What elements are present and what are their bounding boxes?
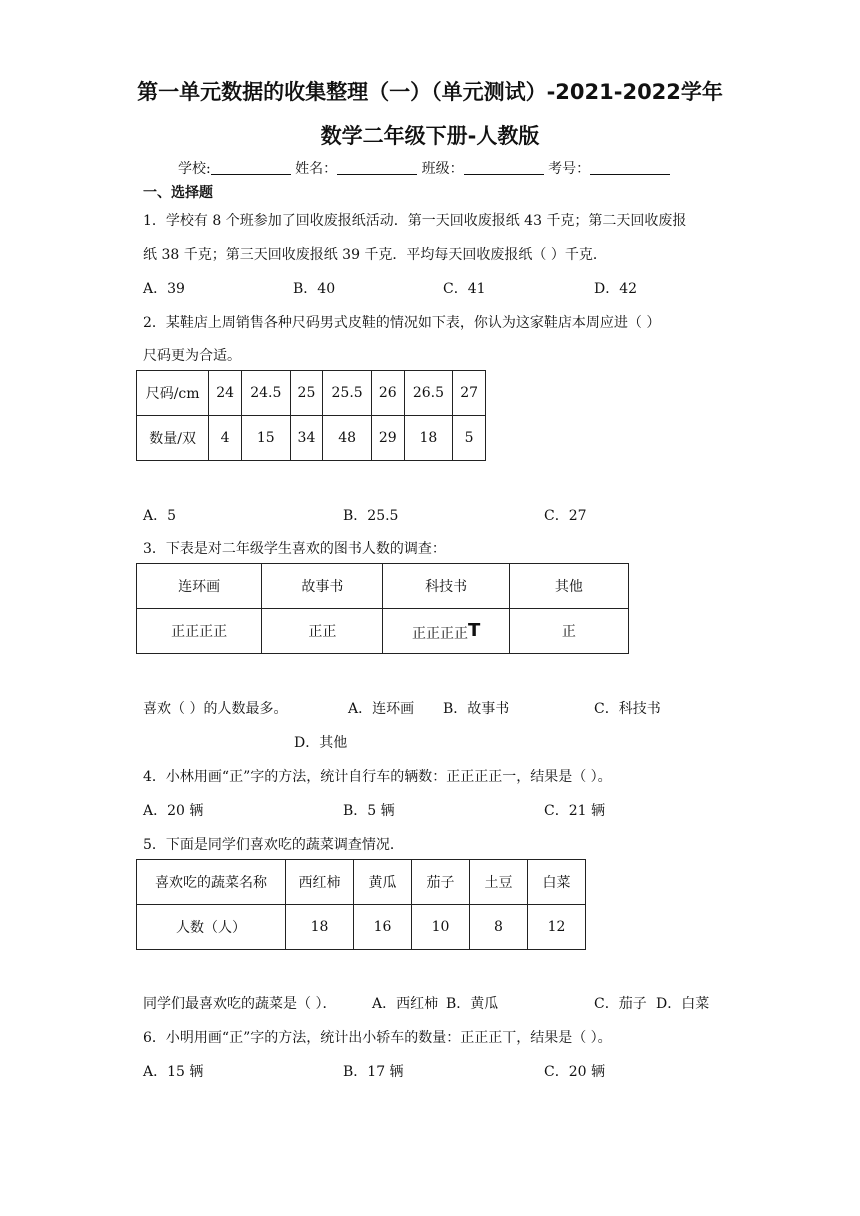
exam-no-blank xyxy=(590,160,670,175)
class-blank xyxy=(464,160,544,175)
table-cell: 科技书 xyxy=(383,564,509,609)
table-cell: 正正正正 xyxy=(137,609,262,654)
student-info xyxy=(178,158,670,178)
q3-option-c: C．科技书 xyxy=(594,701,661,717)
q5-option-a: A．西红柿 xyxy=(372,996,439,1012)
table-cell: 18 xyxy=(404,416,453,461)
tally-extra-mark: T xyxy=(467,619,481,641)
q1-line1: 1．学校有 8 个班参加了回收废报纸活动．第一天回收废报纸 43 千克；第二天回收废报 xyxy=(143,213,687,229)
name-blank xyxy=(337,160,417,175)
q5-option-d: D．白菜 xyxy=(656,996,710,1012)
table-cell: 25.5 xyxy=(323,371,372,416)
shoe-size-table xyxy=(136,370,486,461)
page-title-line1: 第一单元数据的收集整理（一）（单元测试）-2021-2022学年 xyxy=(137,80,723,104)
table-cell: 16 xyxy=(354,905,412,950)
q3-line1: 3．下表是对二年级学生喜欢的图书人数的调查： xyxy=(143,541,446,557)
q6-option-c: C．20 辆 xyxy=(544,1064,605,1080)
q5-option-b: B．黄瓜 xyxy=(446,996,499,1012)
table-cell: 24.5 xyxy=(241,371,290,416)
table-cell: 其他 xyxy=(509,564,628,609)
table-cell: 27 xyxy=(453,371,486,416)
q6-option-a: A．15 辆 xyxy=(143,1064,204,1080)
table-cell: 正正 xyxy=(262,609,383,654)
q4-line1: 4．小林用画“正”字的方法，统计自行车的辆数：正正正正一，结果是（ ）。 xyxy=(143,769,612,785)
q5-line1: 5．下面是同学们喜欢吃的蔬菜调查情况． xyxy=(143,837,404,853)
tally-text: 正正正正 xyxy=(411,625,468,642)
q2-line2: 尺码更为合适。 xyxy=(143,348,241,364)
q2-option-c: C．27 xyxy=(544,508,587,524)
table-cell: 25 xyxy=(290,371,323,416)
table-cell: 人数（人） xyxy=(137,905,286,950)
table-cell: 白菜 xyxy=(528,860,586,905)
q2-option-b: B．25.5 xyxy=(343,508,399,524)
table-cell: 4 xyxy=(209,416,242,461)
table-cell: 正 xyxy=(509,609,628,654)
table-cell: 喜欢吃的蔬菜名称 xyxy=(137,860,286,905)
table-cell: 连环画 xyxy=(137,564,262,609)
table-cell: 15 xyxy=(241,416,290,461)
class-label: 班级： xyxy=(421,161,464,177)
table-cell: 故事书 xyxy=(262,564,383,609)
table-cell: 29 xyxy=(371,416,404,461)
q4-option-a: A．20 辆 xyxy=(143,803,204,819)
table-cell: 18 xyxy=(286,905,354,950)
table-cell: 26 xyxy=(371,371,404,416)
table-cell: 黄瓜 xyxy=(354,860,412,905)
page-title-line2: 数学二年级下册-人教版 xyxy=(320,124,540,148)
q1-option-a: A．39 xyxy=(143,281,185,297)
table-cell: 48 xyxy=(323,416,372,461)
q1-option-d: D．42 xyxy=(594,281,638,297)
school-label: 学校: xyxy=(178,161,211,177)
q3-option-d: D．其他 xyxy=(294,735,348,751)
table-cell xyxy=(383,609,509,654)
table-cell: 5 xyxy=(453,416,486,461)
school-blank xyxy=(211,160,291,175)
book-survey-table xyxy=(136,563,629,654)
name-label: 姓名： xyxy=(295,161,338,177)
q5-stem: 同学们最喜欢吃的蔬菜是（ ）． xyxy=(143,996,337,1012)
q1-option-c: C．41 xyxy=(443,281,486,297)
table-cell: 24 xyxy=(209,371,242,416)
q2-line1: 2．某鞋店上周销售各种尺码男式皮鞋的情况如下表，你认为这家鞋店本周应进（ ） xyxy=(143,315,661,331)
table-cell: 8 xyxy=(470,905,528,950)
q4-option-b: B．5 辆 xyxy=(343,803,395,819)
q3-stem: 喜欢（ ）的人数最多。 xyxy=(143,701,288,717)
exam-no-label: 考号： xyxy=(548,161,591,177)
q1-line2: 纸 38 千克；第三天回收废报纸 39 千克．平均每天回收废报纸（ ）千克． xyxy=(143,247,607,263)
table-cell: 12 xyxy=(528,905,586,950)
table-cell: 数量/双 xyxy=(137,416,209,461)
q6-option-b: B．17 辆 xyxy=(343,1064,404,1080)
q3-option-b: B．故事书 xyxy=(443,701,510,717)
table-cell: 土豆 xyxy=(470,860,528,905)
table-cell: 34 xyxy=(290,416,323,461)
q1-option-b: B．40 xyxy=(293,281,336,297)
q2-option-a: A．5 xyxy=(143,508,177,524)
section-heading: 一、选择题 xyxy=(143,185,213,201)
table-cell: 西红柿 xyxy=(286,860,354,905)
table-cell: 26.5 xyxy=(404,371,453,416)
vegetable-survey-table xyxy=(136,859,586,950)
q3-option-a: A．连环画 xyxy=(348,701,415,717)
q5-option-c: C．茄子 xyxy=(594,996,647,1012)
q6-line1: 6．小明用画“正”字的方法，统计出小轿车的数量：正正正丅，结果是（ ）。 xyxy=(143,1030,612,1046)
q4-option-c: C．21 辆 xyxy=(544,803,605,819)
table-cell: 茄子 xyxy=(412,860,470,905)
table-cell: 10 xyxy=(412,905,470,950)
table-cell: 尺码/cm xyxy=(137,371,209,416)
